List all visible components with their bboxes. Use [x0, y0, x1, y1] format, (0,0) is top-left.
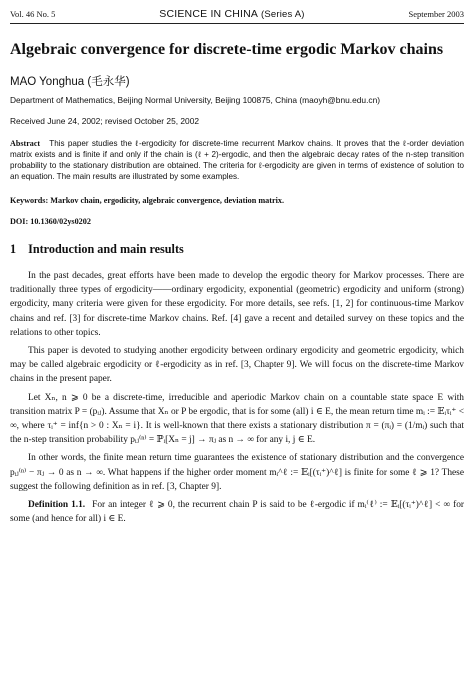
volume-issue: Vol. 46 No. 5 — [10, 9, 56, 19]
author-name: MAO Yonghua (毛永华) — [10, 76, 130, 88]
doi: DOI: 10.1360/02ys0202 — [10, 217, 91, 226]
header-rule — [10, 23, 464, 24]
received-dates: Received June 24, 2002; revised October 25, 2002 — [10, 116, 200, 126]
article-title: Algebraic convergence for discrete-time ergodic Markov chains — [10, 41, 444, 58]
abstract — [10, 138, 464, 182]
keywords — [10, 196, 464, 205]
keywords-text: Markov chain, ergodicity, algebraic convergence, deviation matrix. — [50, 196, 285, 205]
issue-date: September 2003 — [408, 9, 464, 19]
definition-text: For an integer ℓ ⩾ 0, the recurrent chain P is said to be ℓ-ergodic if mᵢ⁽ℓ⁾ := 𝔼ᵢ[(τᵢ⁺)^ℓ] < ∞ for some (and hence for all) i ∈ E. — [10, 500, 465, 525]
keywords-label: Keywords: — [10, 196, 49, 205]
journal-name — [159, 8, 304, 20]
journal-title: SCIENCE IN CHINA — [159, 8, 259, 20]
paragraph: Let Xₙ, n ⩾ 0 be a discrete-time, irreducible and aperiodic Markov chain on a countable state space E with transition matrix P = (pᵢⱼ). Assume that Xₙ or P be ergodic, that is for some (all) i ∈ E, the mean return time mᵢ := 𝔼ᵢτᵢ⁺ < ∞, where τᵢ⁺ = inf{n > 0 : Xₙ = i}. It is well-known that there exists a stationary distribution π = (πᵢ) = (1/mᵢ) such that the n-step transition probability pᵢⱼ⁽ⁿ⁾ = ℙᵢ[Xₙ = j] → πⱼ as n → ∞ for any i, j ∈ E. — [10, 392, 464, 446]
paper-page — [10, 8, 464, 530]
section-title: Introduction and main results — [28, 242, 184, 256]
paragraph: In other words, the finite mean return time guarantees the existence of stationary distribution and the convergence pᵢⱼ⁽ⁿ⁾ − πⱼ → 0 as n → ∞. What happens if the higher order moment mᵢ^ℓ := 𝔼ᵢ[(τᵢ⁺)^ℓ] is finite for some ℓ ⩾ 1? These suggest the following definition as in ref. [3, Chapter 9]. — [10, 453, 464, 492]
definition — [10, 498, 464, 526]
running-header — [10, 8, 464, 20]
section-number: 1 — [10, 242, 17, 256]
abstract-label: Abstract — [10, 139, 41, 148]
section-heading — [10, 242, 464, 257]
author-affiliation: Department of Mathematics, Beijing Normal University, Beijing 100875, China (maoyh@bnu.edu.cn) — [10, 95, 381, 105]
journal-series: (Series A) — [260, 9, 305, 20]
definition-label: Definition 1.1. — [28, 500, 86, 511]
abstract-text: This paper studies the ℓ-ergodicity for discrete-time recurrent Markov chains. It proves that the ℓ-order deviation matrix exists and is finite if and only if the chain is (ℓ + 2)-ergodic, and then the algebraic decay rates of the n-step transition probability to the stationary distribution are obtained. The criteria for ℓ-ergodicity are given in terms of existence of solution to an equation. The main results are illustrated by some examples. — [10, 139, 464, 181]
paragraph: This paper is devoted to studying another ergodicity between ordinary ergodicity and geometric ergodicity, which may be called algebraic ergodicity or ℓ-ergodicity as in ref. [3, Chapter 9]. We will focus on the discrete-time Markov chains in the present paper. — [10, 346, 464, 385]
body-text — [10, 269, 464, 526]
paragraph: In the past decades, great efforts have been made to develop the ergodic theory for Markov processes. There are traditionally three types of ergodicity——ordinary ergodicity, exponential (geometric) ergodicity and uniform (strong) ergodicity, many criteria were given for these ergodicity. For more details, see refs. [1, 2] for continuous-time Markov chains and ref. [3] for discrete-time Markov chains. Ref. [4] gave a recent and detailed survey on these topics and the relations to other topics. — [10, 271, 464, 338]
